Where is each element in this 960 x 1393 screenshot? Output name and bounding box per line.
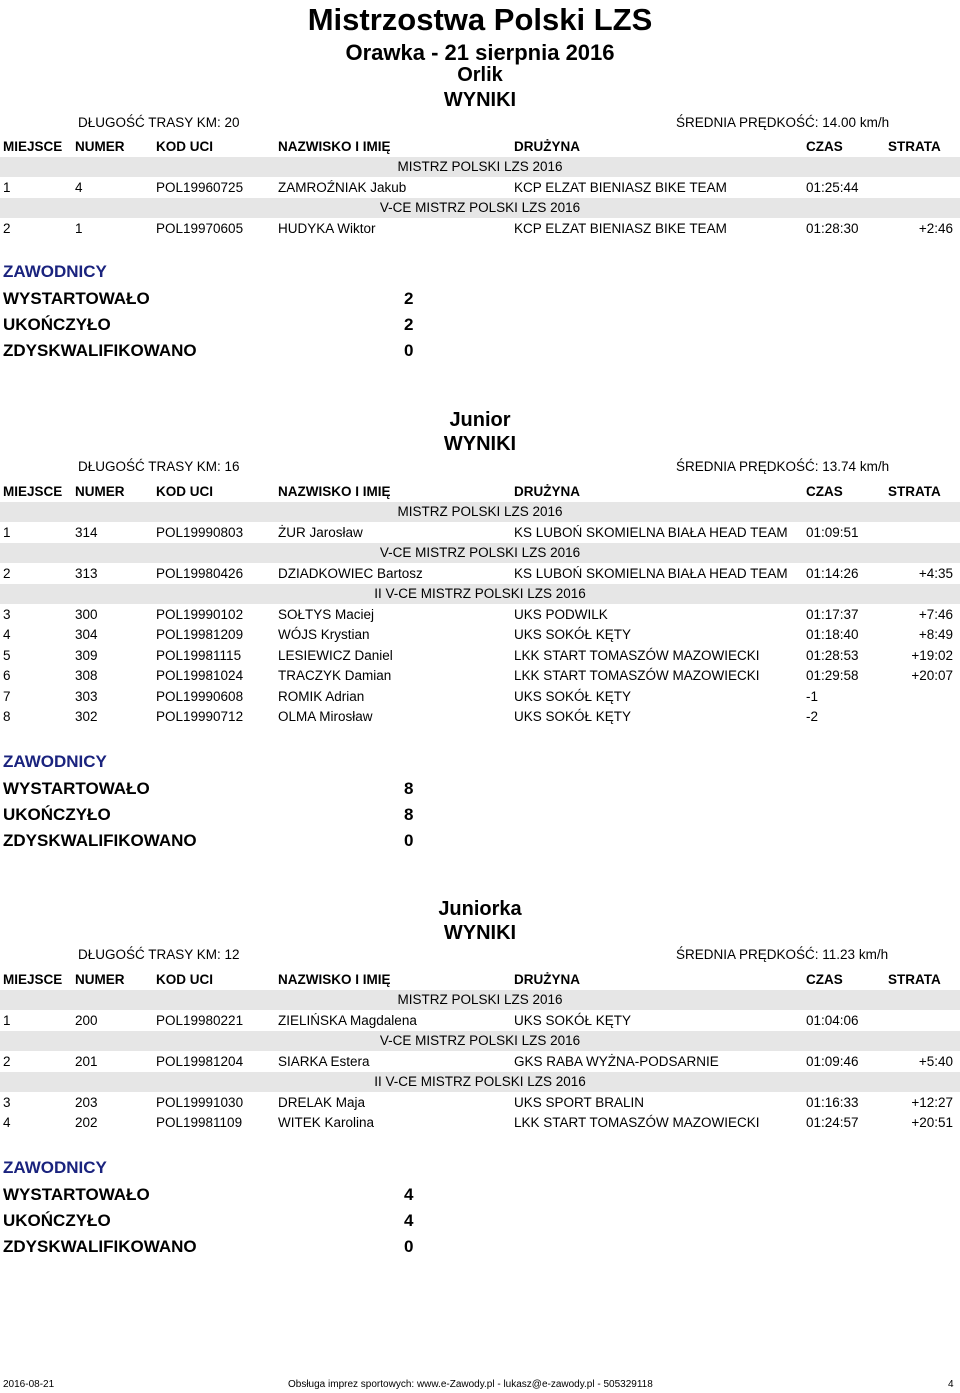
cell-place: 1 <box>3 179 11 195</box>
table-row <box>0 178 960 198</box>
medal-band: MISTRZ POLSKI LZS 2016 <box>0 157 960 177</box>
cell-uci: POL19991030 <box>156 1094 244 1110</box>
col-place-header: MIEJSCE <box>3 139 63 154</box>
table-header <box>0 137 960 157</box>
avg-speed-label: ŚREDNIA PRĘDKOŚĆ: 14.00 km/h <box>676 115 890 130</box>
cell-place: 4 <box>3 627 11 642</box>
cell-number: 200 <box>75 1012 98 1028</box>
stats-finished-label: UKOŃCZYŁO <box>3 315 111 334</box>
cell-name: DRELAK Maja <box>278 1094 366 1110</box>
cell-time: 01:25:44 <box>806 179 859 195</box>
stats-dq-value: 0 <box>404 1237 414 1256</box>
stats-heading: ZAWODNICY <box>3 1158 107 1177</box>
table-row <box>0 219 960 239</box>
table-row <box>0 523 960 543</box>
cell-team: UKS SOKÓŁ KĘTY <box>514 627 632 642</box>
stats-dq-value: 0 <box>404 831 414 850</box>
cell-team: LKK START TOMASZÓW MAZOWIECKI <box>514 647 760 663</box>
category-title: Orlik <box>457 64 503 86</box>
cell-number: 313 <box>75 565 98 581</box>
cell-name: ROMIK Adrian <box>278 688 365 704</box>
avg-speed-label: ŚREDNIA PRĘDKOŚĆ: 13.74 km/h <box>676 459 890 474</box>
distance-label: DŁUGOŚĆ TRASY KM: 20 <box>78 115 240 130</box>
table-row <box>0 646 960 666</box>
cell-place: 4 <box>3 1115 11 1130</box>
cell-name: WITEK Karolina <box>278 1115 375 1130</box>
medal-band: V-CE MISTRZ POLSKI LZS 2016 <box>0 1031 960 1051</box>
col-gap-header: STRATA <box>888 484 941 499</box>
category-title: Juniorka <box>438 898 522 920</box>
cell-gap: +4:35 <box>918 565 953 581</box>
cell-uci: POL19960725 <box>156 179 244 195</box>
cell-name: OLMA Mirosław <box>278 709 373 724</box>
cell-time: -1 <box>806 688 819 704</box>
cell-number: 303 <box>75 688 98 704</box>
cell-gap: +19:02 <box>911 647 953 663</box>
cell-time: 01:18:40 <box>806 627 859 642</box>
cell-number: 4 <box>75 179 83 195</box>
cell-time: 01:16:33 <box>806 1094 859 1110</box>
table-row <box>0 564 960 584</box>
medal-band: MISTRZ POLSKI LZS 2016 <box>0 502 960 522</box>
table-row <box>0 625 960 645</box>
cell-name: WÓJS Krystian <box>278 627 370 642</box>
cell-name: ŻUR Jarosław <box>278 524 363 540</box>
col-number-header: NUMER <box>75 139 125 154</box>
table-row <box>0 1093 960 1113</box>
results-heading: WYNIKI <box>443 89 517 111</box>
table-header <box>0 970 960 990</box>
cell-team: GKS RABA WYŻNA-PODSARNIE <box>514 1053 719 1069</box>
col-uci-header: KOD UCI <box>156 972 213 987</box>
cell-time: 01:14:26 <box>806 565 859 581</box>
stats-started-label: WYSTARTOWAŁO <box>3 779 150 798</box>
cell-place: 2 <box>3 1053 11 1069</box>
cell-gap: +2:46 <box>918 220 953 236</box>
table-row <box>0 687 960 707</box>
cell-uci: POL19981024 <box>156 668 244 683</box>
table-row <box>0 666 960 686</box>
stats-heading: ZAWODNICY <box>3 262 107 281</box>
medal-band: MISTRZ POLSKI LZS 2016 <box>0 990 960 1010</box>
stats-started-value: 8 <box>404 779 414 798</box>
results-heading: WYNIKI <box>443 433 517 455</box>
col-uci-header: KOD UCI <box>156 139 213 154</box>
avg-speed-label: ŚREDNIA PRĘDKOŚĆ: 11.23 km/h <box>676 947 889 962</box>
cell-team: KCP ELZAT BIENIASZ BIKE TEAM <box>514 220 727 236</box>
cell-gap: +20:07 <box>911 668 953 683</box>
stats-finished-value: 8 <box>404 805 414 824</box>
cell-name: LESIEWICZ Daniel <box>278 647 393 663</box>
col-number-header: NUMER <box>75 484 125 499</box>
col-team-header: DRUŻYNA <box>514 139 580 154</box>
cell-team: LKK START TOMASZÓW MAZOWIECKI <box>514 1115 760 1130</box>
cell-place: 2 <box>3 565 11 581</box>
col-place-header: MIEJSCE <box>3 484 63 499</box>
cell-place: 5 <box>3 647 11 663</box>
col-gap-header: STRATA <box>888 972 941 987</box>
medal-band: V-CE MISTRZ POLSKI LZS 2016 <box>0 198 960 218</box>
cell-number: 202 <box>75 1115 98 1130</box>
cell-place: 7 <box>3 688 11 704</box>
stats-dq-value: 0 <box>404 341 414 360</box>
distance-label: DŁUGOŚĆ TRASY KM: 12 <box>78 947 240 962</box>
cell-uci: POL19981204 <box>156 1053 244 1069</box>
cell-place: 3 <box>3 1094 11 1110</box>
cell-number: 302 <box>75 709 98 724</box>
cell-time: 01:28:53 <box>806 647 859 663</box>
cell-place: 2 <box>3 220 11 236</box>
cell-uci: POL19981115 <box>156 647 242 663</box>
col-name-header: NAZWISKO I IMIĘ <box>278 972 391 987</box>
cell-place: 1 <box>3 524 11 540</box>
stats-finished-value: 2 <box>404 315 414 334</box>
stats-dq-label: ZDYSKWALIFIKOWANO <box>3 831 197 850</box>
cell-place: 3 <box>3 606 11 622</box>
cell-place: 6 <box>3 668 11 683</box>
cell-time: 01:24:57 <box>806 1115 859 1130</box>
cell-number: 201 <box>75 1053 98 1069</box>
cell-team: UKS PODWILK <box>514 606 608 622</box>
event-subtitle: Orawka - 21 sierpnia 2016 <box>345 40 615 65</box>
cell-team: KS LUBOŃ SKOMIELNA BIAŁA HEAD TEAM <box>514 565 788 581</box>
cell-uci: POL19990712 <box>156 709 244 724</box>
col-name-header: NAZWISKO I IMIĘ <box>278 484 391 499</box>
cell-name: DZIADKOWIEC Bartosz <box>278 565 423 581</box>
distance-label: DŁUGOŚĆ TRASY KM: 16 <box>78 459 240 474</box>
footer-date: 2016-08-21 <box>3 1379 55 1390</box>
cell-gap: +8:49 <box>918 627 953 642</box>
stats-started-label: WYSTARTOWAŁO <box>3 1185 150 1204</box>
table-row <box>0 707 960 727</box>
cell-name: ZAMROŹNIAK Jakub <box>278 179 407 195</box>
medal-band: II V-CE MISTRZ POLSKI LZS 2016 <box>0 1072 960 1092</box>
col-number-header: NUMER <box>75 972 125 987</box>
col-place-header: MIEJSCE <box>3 972 63 987</box>
cell-name: HUDYKA Wiktor <box>278 220 376 236</box>
col-time-header: CZAS <box>806 484 843 499</box>
medal-band: II V-CE MISTRZ POLSKI LZS 2016 <box>0 584 960 604</box>
cell-number: 309 <box>75 647 98 663</box>
cell-number: 308 <box>75 668 98 683</box>
page-title: Mistrzostwa Polski LZS <box>307 2 653 37</box>
cell-time: 01:09:51 <box>806 524 859 540</box>
cell-uci: POL19981209 <box>156 627 244 642</box>
cell-uci: POL19990803 <box>156 524 244 540</box>
col-time-header: CZAS <box>806 139 843 154</box>
table-row <box>0 1113 960 1133</box>
table-row <box>0 605 960 625</box>
results-heading: WYNIKI <box>443 922 517 944</box>
footer-service: Obsługa imprez sportowych: www.e-Zawody.pl - lukasz@e-zawody.pl - 505329118 <box>288 1379 653 1390</box>
cell-name: SIARKA Estera <box>278 1053 370 1069</box>
stats-finished-label: UKOŃCZYŁO <box>3 805 111 824</box>
stats-started-value: 2 <box>404 289 414 308</box>
category-title: Junior <box>449 409 511 431</box>
cell-name: ZIELIŃSKA Magdalena <box>278 1012 417 1028</box>
cell-time: 01:28:30 <box>806 220 859 236</box>
cell-time: 01:09:46 <box>806 1053 859 1069</box>
cell-time: 01:17:37 <box>806 606 859 622</box>
cell-time: 01:29:58 <box>806 668 859 683</box>
footer-page-number: 4 <box>948 1379 954 1390</box>
stats-dq-label: ZDYSKWALIFIKOWANO <box>3 341 197 360</box>
cell-team: KS LUBOŃ SKOMIELNA BIAŁA HEAD TEAM <box>514 524 788 540</box>
col-team-header: DRUŻYNA <box>514 972 580 987</box>
cell-uci: POL19980221 <box>156 1012 244 1028</box>
cell-team: UKS SPORT BRALIN <box>514 1094 645 1110</box>
col-name-header: NAZWISKO I IMIĘ <box>278 139 391 154</box>
stats-finished-value: 4 <box>404 1211 414 1230</box>
cell-uci: POL19970605 <box>156 220 244 236</box>
col-time-header: CZAS <box>806 972 843 987</box>
cell-name: TRACZYK Damian <box>278 668 392 683</box>
cell-team: UKS SOKÓŁ KĘTY <box>514 1012 632 1028</box>
cell-number: 314 <box>75 524 98 540</box>
table-header <box>0 482 960 502</box>
cell-time: 01:04:06 <box>806 1012 859 1028</box>
cell-uci: POL19980426 <box>156 565 244 581</box>
cell-gap: +5:40 <box>918 1053 953 1069</box>
cell-number: 304 <box>75 627 98 642</box>
stats-started-value: 4 <box>404 1185 414 1204</box>
table-row <box>0 1052 960 1072</box>
medal-band: V-CE MISTRZ POLSKI LZS 2016 <box>0 543 960 563</box>
table-row <box>0 1011 960 1031</box>
col-team-header: DRUŻYNA <box>514 484 580 499</box>
cell-gap: +12:27 <box>911 1094 953 1110</box>
stats-heading: ZAWODNICY <box>3 752 107 771</box>
col-gap-header: STRATA <box>888 139 941 154</box>
cell-number: 1 <box>75 220 83 236</box>
cell-name: SOŁTYS Maciej <box>278 606 375 622</box>
cell-gap: +7:46 <box>918 606 953 622</box>
cell-uci: POL19990608 <box>156 688 244 704</box>
cell-number: 203 <box>75 1094 98 1110</box>
stats-started-label: WYSTARTOWAŁO <box>3 289 150 308</box>
cell-uci: POL19990102 <box>156 606 244 622</box>
cell-team: UKS SOKÓŁ KĘTY <box>514 688 632 704</box>
col-uci-header: KOD UCI <box>156 484 213 499</box>
cell-team: LKK START TOMASZÓW MAZOWIECKI <box>514 668 760 683</box>
cell-team: UKS SOKÓŁ KĘTY <box>514 709 632 724</box>
cell-gap: +20:51 <box>911 1115 953 1130</box>
cell-number: 300 <box>75 606 98 622</box>
cell-team: KCP ELZAT BIENIASZ BIKE TEAM <box>514 179 727 195</box>
cell-place: 1 <box>3 1012 11 1028</box>
stats-dq-label: ZDYSKWALIFIKOWANO <box>3 1237 197 1256</box>
cell-uci: POL19981109 <box>156 1115 243 1130</box>
stats-finished-label: UKOŃCZYŁO <box>3 1211 111 1230</box>
cell-time: -2 <box>806 709 819 724</box>
cell-place: 8 <box>3 709 11 724</box>
